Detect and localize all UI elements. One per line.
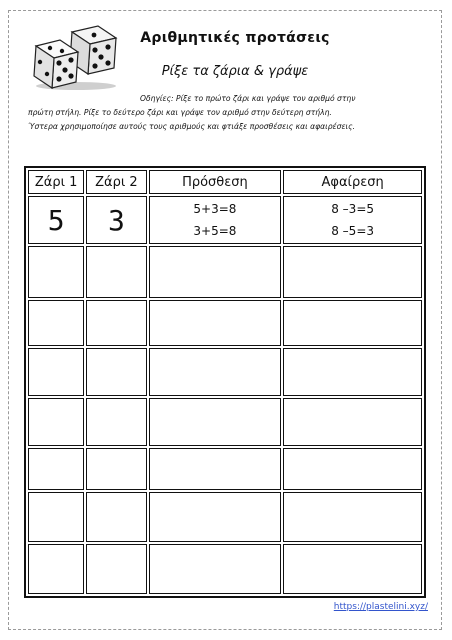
- answer-die-2-cell[interactable]: [86, 300, 146, 346]
- answer-die-1-cell[interactable]: [28, 492, 84, 542]
- website-link[interactable]: https://plastelini.xyz/: [333, 602, 428, 612]
- page-subtitle: Ρίξε τα ζάρια & γράψε: [161, 64, 309, 79]
- example-subtraction-1: 8 –3=5: [331, 202, 375, 216]
- answer-subtraction-cell[interactable]: [283, 448, 422, 490]
- answer-row: [28, 544, 422, 594]
- answer-row: [28, 448, 422, 490]
- answer-addition-cell[interactable]: [149, 300, 282, 346]
- answer-row: [28, 246, 422, 298]
- answer-die-1-cell[interactable]: [28, 448, 84, 490]
- table-header-row: [28, 170, 422, 194]
- header-die-2: Ζάρι 2: [86, 170, 146, 194]
- example-die-2: 3: [86, 196, 146, 244]
- answer-die-1-cell[interactable]: [28, 348, 84, 396]
- dice-icon: [28, 22, 120, 92]
- header-subtraction: Αφαίρεση: [283, 170, 422, 194]
- example-row: [28, 196, 422, 244]
- answer-addition-cell[interactable]: [149, 246, 282, 298]
- answer-row: [28, 300, 422, 346]
- page-title: Αριθμητικές προτάσεις: [140, 30, 330, 46]
- answer-addition-cell[interactable]: [149, 492, 282, 542]
- answer-subtraction-cell[interactable]: [283, 246, 422, 298]
- answer-addition-cell[interactable]: [149, 398, 282, 446]
- answer-subtraction-cell[interactable]: [283, 492, 422, 542]
- answer-subtraction-cell[interactable]: [283, 300, 422, 346]
- answer-die-2-cell[interactable]: [86, 448, 146, 490]
- header-addition: Πρόσθεση: [149, 170, 282, 194]
- example-addition-1: 5+3=8: [193, 202, 237, 216]
- answer-row: [28, 398, 422, 446]
- header-die-1: Ζάρι 1: [28, 170, 84, 194]
- answer-addition-cell[interactable]: [149, 448, 282, 490]
- example-die-1: 5: [28, 196, 84, 244]
- answer-die-2-cell[interactable]: [86, 348, 146, 396]
- answer-addition-cell[interactable]: [149, 544, 282, 594]
- example-addition-2: 3+5=8: [193, 224, 237, 238]
- answer-die-1-cell[interactable]: [28, 246, 84, 298]
- example-addition: [149, 196, 282, 244]
- instructions-line-1: Οδηγίες: Ρίξε το πρώτο ζάρι και γράψε τον αριθμό στην: [140, 94, 356, 103]
- answer-die-1-cell[interactable]: [28, 300, 84, 346]
- instructions-line-3: Ύστερα χρησιμοποίησε αυτούς τους αριθμούς και φτιάξε προσθέσεις και αφαιρέσεις.: [28, 122, 355, 131]
- answer-addition-cell[interactable]: [149, 348, 282, 396]
- example-subtraction: [283, 196, 422, 244]
- answer-row: [28, 348, 422, 396]
- answer-die-2-cell[interactable]: [86, 492, 146, 542]
- answer-die-2-cell[interactable]: [86, 398, 146, 446]
- answer-die-1-cell[interactable]: [28, 544, 84, 594]
- answer-subtraction-cell[interactable]: [283, 398, 422, 446]
- exercise-table: [24, 166, 426, 598]
- example-subtraction-2: 8 –5=3: [331, 224, 375, 238]
- answer-die-2-cell[interactable]: [86, 544, 146, 594]
- answer-subtraction-cell[interactable]: [283, 544, 422, 594]
- answer-row: [28, 492, 422, 542]
- answer-die-2-cell[interactable]: [86, 246, 146, 298]
- answer-die-1-cell[interactable]: [28, 398, 84, 446]
- answer-subtraction-cell[interactable]: [283, 348, 422, 396]
- instructions-line-2: πρώτη στήλη. Ρίξε το δεύτερο ζάρι και γράψε τον αριθμό στην δεύτερη στήλη.: [28, 108, 332, 117]
- instructions: [28, 92, 428, 134]
